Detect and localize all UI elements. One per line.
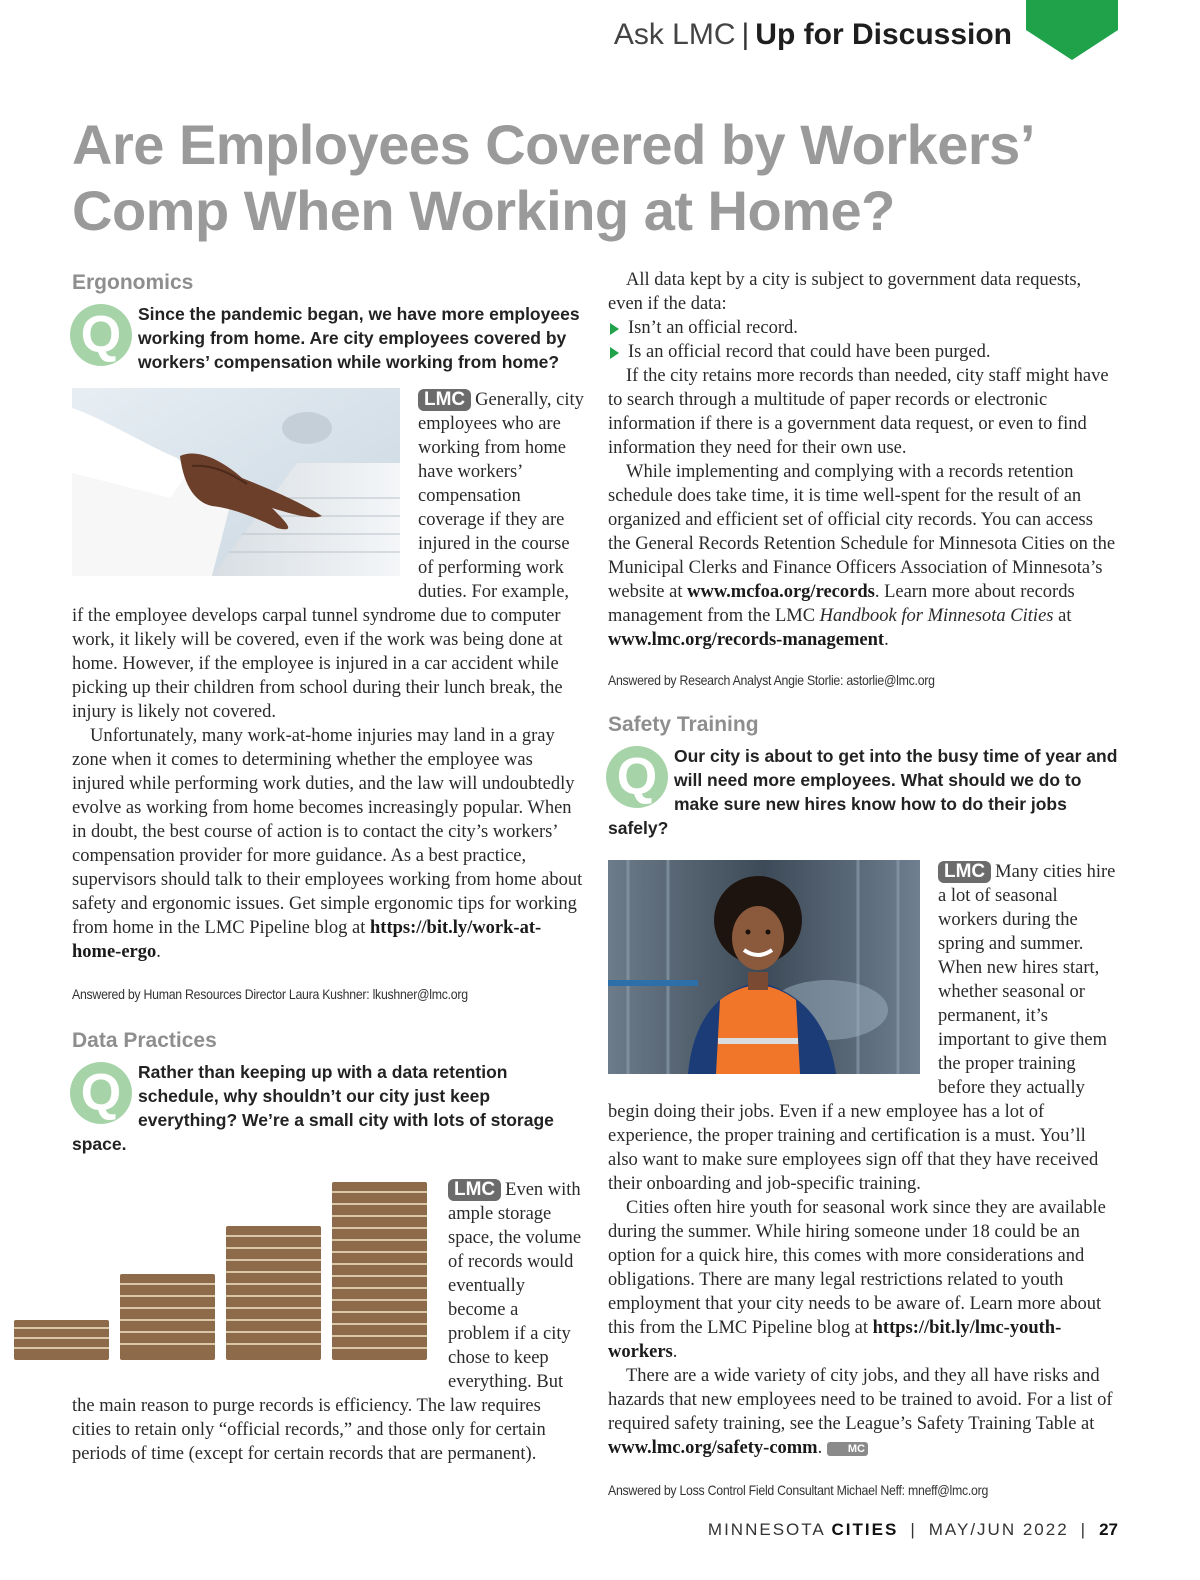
laptop-wrist-photo xyxy=(72,388,400,581)
safety-training-title: Safety Training xyxy=(608,713,759,736)
safety-training-paragraph-3: There are a wide variety of city jobs, and they all have risks and hazards that new employees need to be trained to avoid. For a list of required safety training, see the League’s Safety Training Table at www.lmc.org/safety-comm. MC xyxy=(608,1366,1113,1458)
safety-training-section xyxy=(608,710,1120,1498)
bullet-item: Is an official record that could have been purged. xyxy=(608,340,1120,364)
data-practices-paragraph-2: All data kept by a city is subject to government data requests, even if the data: xyxy=(608,270,1082,314)
handbook-title: Handbook for Minnesota Cities xyxy=(819,606,1054,626)
right-column xyxy=(608,268,1120,1498)
question-text: Our city is about to get into the busy time of year and will need more employees. What should we do to make sure new hires know how to do their jobs safely? xyxy=(608,746,1118,838)
safety-training-question xyxy=(608,744,1120,840)
page-footer: MINNESOTA CITIES | MAY/JUN 2022 | 27 xyxy=(707,1520,1118,1539)
end-mark-icon: MC xyxy=(827,1442,868,1456)
answer-text: Many cities hire a lot of seasonal workers during the spring and summer. When new hires start, whether seasonal or permanent, it’s important to give them the proper training before they actually begin doing their jobs. Even if a new employee has a lot of experience, the proper training and certification is a must. You’ll also want to make sure employees sign off that they have received their onboarding and job-specific training. xyxy=(608,862,1116,1194)
paper-stacks-photo xyxy=(12,1178,430,1373)
data-practices-paragraph-4: While implementing and complying with a records retention schedule does take time, it is time well-spent for the result of an organized and efficient set of official city records. You can access the General Records Retention Schedule for Minnesota Cities on the Municipal Clerks and Finance Officers Association of Minnesota’s website at www.mcfoa.org/records. Learn more about records management from the LMC Handbook for Minnesota Cities at www.lmc.org/records-management. xyxy=(608,462,1116,650)
page-headline: Are Employees Covered by Workers’ Comp When Working at Home? xyxy=(72,113,1032,242)
question-text: Rather than keeping up with a data retention schedule, why shouldn’t our city just keep everything? We’re a small city with lots of storage space. xyxy=(72,1062,554,1154)
safety-comm-link[interactable]: www.lmc.org/safety-comm xyxy=(608,1438,818,1458)
lmc-badge: LMC xyxy=(418,389,471,411)
q-badge-icon: Q xyxy=(606,746,668,808)
answer-text: Generally, city employees who are working from home have workers’ compensation coverage if they are injured in the course of performing work duties. For example, if the employee develops carpal tunnel syndrome due to computer work, it likely will be covered, even if the work was being done at home. However, if the employee is injured in a car accident while picking up their children from school during their lunch break, the injury is likely not covered. xyxy=(72,390,584,722)
page-number: 27 xyxy=(1099,1520,1118,1539)
data-practices-title: Data Practices xyxy=(72,1029,217,1052)
lmc-badge: LMC xyxy=(938,861,991,883)
q-badge-icon: Q xyxy=(70,1062,132,1124)
ergonomics-paragraph-2: Unfortunately, many work-at-home injuries may land in a gray zone when it comes to determining whether the employee was injured while performing work duties, and the law will undoubtedly evolve as working from home becomes increasingly popular. When in doubt, the best course of action is to contact the city’s workers’ compensation provider for more guidance. As a best practice, supervisors should talk to their employees working from home about safety and ergonomic issues. Get simple ergonomic tips for working from home in the LMC Pipeline blog at https://bit.ly/work-at-home-ergo. xyxy=(72,726,583,962)
ergonomics-section xyxy=(72,268,584,1002)
lmc-badge: LMC xyxy=(448,1179,501,1201)
ergo-link[interactable]: https://bit.ly/work-at-home-ergo xyxy=(72,918,542,962)
data-practices-answered-by: Answered by Research Analyst Angie Storlie: astorlie@lmc.org xyxy=(608,672,935,688)
section-header xyxy=(614,18,1012,52)
bullet-item: Isn’t an official record. xyxy=(608,316,1120,340)
header-section: Ask LMC xyxy=(613,18,736,51)
answer-text: Even with ample storage space, the volume of records would eventually become a problem if a city chose to keep everything. But the main reason to purge records is efficiency. The law requires cities to retain only “official records,” and those only for certain periods of time (except for certain records that are permanent). xyxy=(72,1180,582,1464)
left-column xyxy=(72,268,584,1466)
youth-workers-link[interactable]: https://bit.ly/lmc-youth-workers xyxy=(608,1318,1062,1362)
ergonomics-title: Ergonomics xyxy=(72,271,194,294)
data-practices-question xyxy=(72,1060,584,1156)
mcfoa-link[interactable]: www.mcfoa.org/records xyxy=(687,582,875,602)
ergonomics-answered-by: Answered by Human Resources Director Laura Kushner: lkushner@lmc.org xyxy=(72,986,468,1002)
header-title: Up for Discussion xyxy=(755,18,1012,51)
ergonomics-question xyxy=(72,302,584,374)
safety-training-paragraph-2: Cities often hire youth for seasonal work since they are available during the summer. While hiring someone under 18 could be an option for a quick hire, this comes with more considerations and obligations. There are many legal restrictions related to youth employment that your city needs to be aware of. Learn more about this from the LMC Pipeline blog at https://bit.ly/lmc-youth-workers. xyxy=(608,1198,1106,1362)
data-practices-section xyxy=(72,1026,584,1466)
safety-training-answered-by: Answered by Loss Control Field Consultant Michael Neff: mneff@lmc.org xyxy=(608,1482,989,1498)
corner-tab-icon xyxy=(1026,0,1118,60)
worker-portrait-photo xyxy=(608,860,920,1079)
footer-issue: MAY/JUN 2022 xyxy=(928,1520,1069,1539)
header-separator: | xyxy=(741,18,750,51)
footer-magazine-b: CITIES xyxy=(831,1520,899,1539)
records-management-link[interactable]: www.lmc.org/records-management xyxy=(608,630,885,650)
question-text: Since the pandemic began, we have more employees working from home. Are city employees covered by workers’ compensation while working from home? xyxy=(138,304,580,372)
q-badge-icon: Q xyxy=(70,304,132,366)
footer-magazine-a: MINNESOTA xyxy=(707,1520,825,1539)
data-practices-paragraph-3: If the city retains more records than needed, city staff might have to search through a multitude of paper records or electronic information if there is a government data request, or even to find information they need for their own use. xyxy=(608,366,1109,458)
